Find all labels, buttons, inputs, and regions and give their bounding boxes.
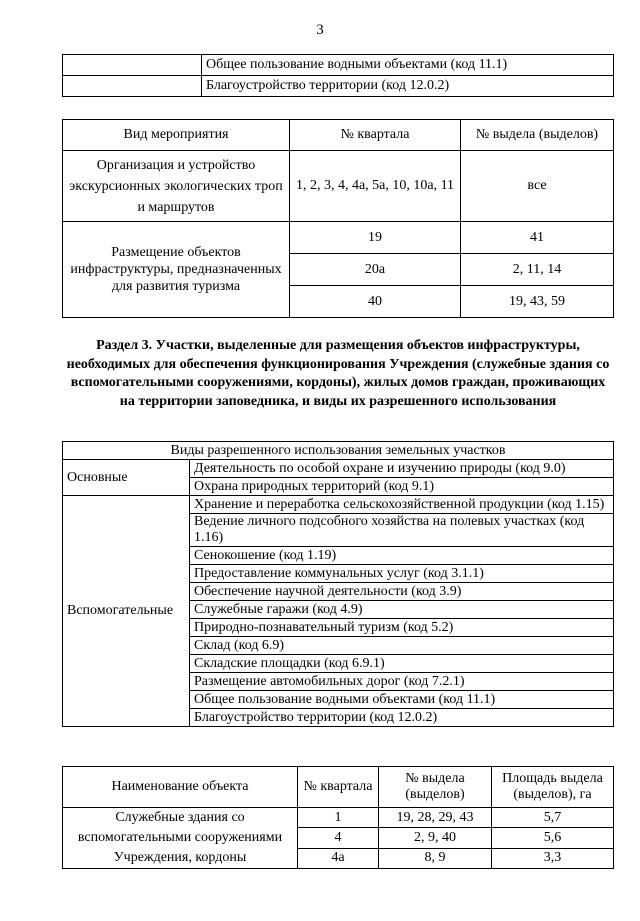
aux-use-item: Складские площадки (код 6.9.1) — [190, 655, 614, 673]
allotment-cell: 2, 11, 14 — [461, 254, 614, 286]
quarter-cell: 4 — [298, 828, 379, 848]
table-header-row — [63, 767, 614, 808]
aux-use-item: Благоустройство территории (код 12.0.2) — [190, 709, 614, 727]
header-area: Площадь выдела (выделов), га — [492, 767, 614, 808]
land-use-item: Общее пользование водными объектами (код 11.1) — [202, 55, 614, 76]
allotment-cell: 8, 9 — [379, 848, 492, 868]
table-row — [63, 151, 614, 222]
aux-use-item: Природно-познавательный туризм (код 5.2) — [190, 619, 614, 637]
header-allotment: № выдела (выделов) — [461, 120, 614, 151]
allotment-cell: 2, 9, 40 — [379, 828, 492, 848]
land-use-continuation-table — [62, 54, 614, 97]
table-row — [63, 76, 614, 97]
aux-use-item: Предоставление коммунальных услуг (код 3.1.1) — [190, 565, 614, 583]
table-row — [63, 808, 614, 828]
activity-cell: Организация и устройство экскурсионных экологических троп и маршрутов — [63, 151, 290, 222]
table-row — [63, 460, 614, 478]
allotment-cell: 19, 28, 29, 43 — [379, 808, 492, 828]
header-allotment: № выдела (выделов) — [379, 767, 492, 808]
aux-use-item: Сенокошение (код 1.19) — [190, 547, 614, 565]
quarter-cell: 20а — [290, 254, 461, 286]
aux-use-item: Служебные гаражи (код 4.9) — [190, 601, 614, 619]
main-use-item: Деятельность по особой охране и изучению природы (код 9.0) — [190, 460, 614, 478]
main-use-item: Охрана природных территорий (код 9.1) — [190, 478, 614, 496]
permitted-use-title: Виды разрешенного использования земельных участков — [63, 442, 614, 460]
object-name-cell: Служебные здания со вспомогательными сооружениями Учреждения, кордоны — [63, 808, 298, 869]
permitted-use-table — [62, 441, 614, 727]
aux-use-item: Хранение и переработка сельскохозяйственной продукции (код 1.15) — [190, 496, 614, 514]
table-header-row — [63, 120, 614, 151]
land-use-item: Благоустройство территории (код 12.0.2) — [202, 76, 614, 97]
header-quarter: № квартала — [290, 120, 461, 151]
aux-use-item: Размещение автомобильных дорог (код 7.2.1) — [190, 673, 614, 691]
activities-table — [62, 119, 614, 318]
page-number: 3 — [316, 22, 324, 38]
header-activity: Вид мероприятия — [63, 120, 290, 151]
area-cell: 5,6 — [492, 828, 614, 848]
header-quarter: № квартала — [298, 767, 379, 808]
aux-use-item: Ведение личного подсобного хозяйства на полевых участках (код 1.16) — [190, 514, 614, 547]
table-row — [63, 55, 614, 76]
table-row — [63, 496, 614, 514]
allotment-cell: все — [461, 151, 614, 222]
objects-table — [62, 766, 614, 869]
aux-use-item: Склад (код 6.9) — [190, 637, 614, 655]
activity-cell: Размещение объектов инфраструктуры, предназначенных для развития туризма — [63, 222, 290, 318]
aux-use-item: Общее пользование водными объектами (код 11.1) — [190, 691, 614, 709]
quarter-cell: 1 — [298, 808, 379, 828]
header-object-name: Наименование объекта — [63, 767, 298, 808]
aux-use-item: Обеспечение научной деятельности (код 3.9) — [190, 583, 614, 601]
table-row — [63, 222, 614, 254]
allotment-cell: 19, 43, 59 — [461, 286, 614, 318]
area-cell: 5,7 — [492, 808, 614, 828]
quarter-cell: 1, 2, 3, 4, 4а, 5а, 10, 10а, 11 — [290, 151, 461, 222]
main-category-label: Основные — [63, 460, 190, 496]
area-cell: 3,3 — [492, 848, 614, 868]
quarter-cell: 19 — [290, 222, 461, 254]
empty-cell — [63, 55, 202, 76]
section-heading: Раздел 3. Участки, выделенные для размещения объектов инфраструктуры, необходимых для обеспечения функционирования Учреждения (служебные здания со вспомогательными сооружениями, кордоны), жилых домов граждан, проживающих на территории заповедника, и виды их разрешенного использования — [66, 338, 610, 409]
quarter-cell: 4а — [298, 848, 379, 868]
quarter-cell: 40 — [290, 286, 461, 318]
empty-cell — [63, 76, 202, 97]
aux-category-label: Вспомогательные — [63, 496, 190, 727]
table-header-row — [63, 442, 614, 460]
allotment-cell: 41 — [461, 222, 614, 254]
